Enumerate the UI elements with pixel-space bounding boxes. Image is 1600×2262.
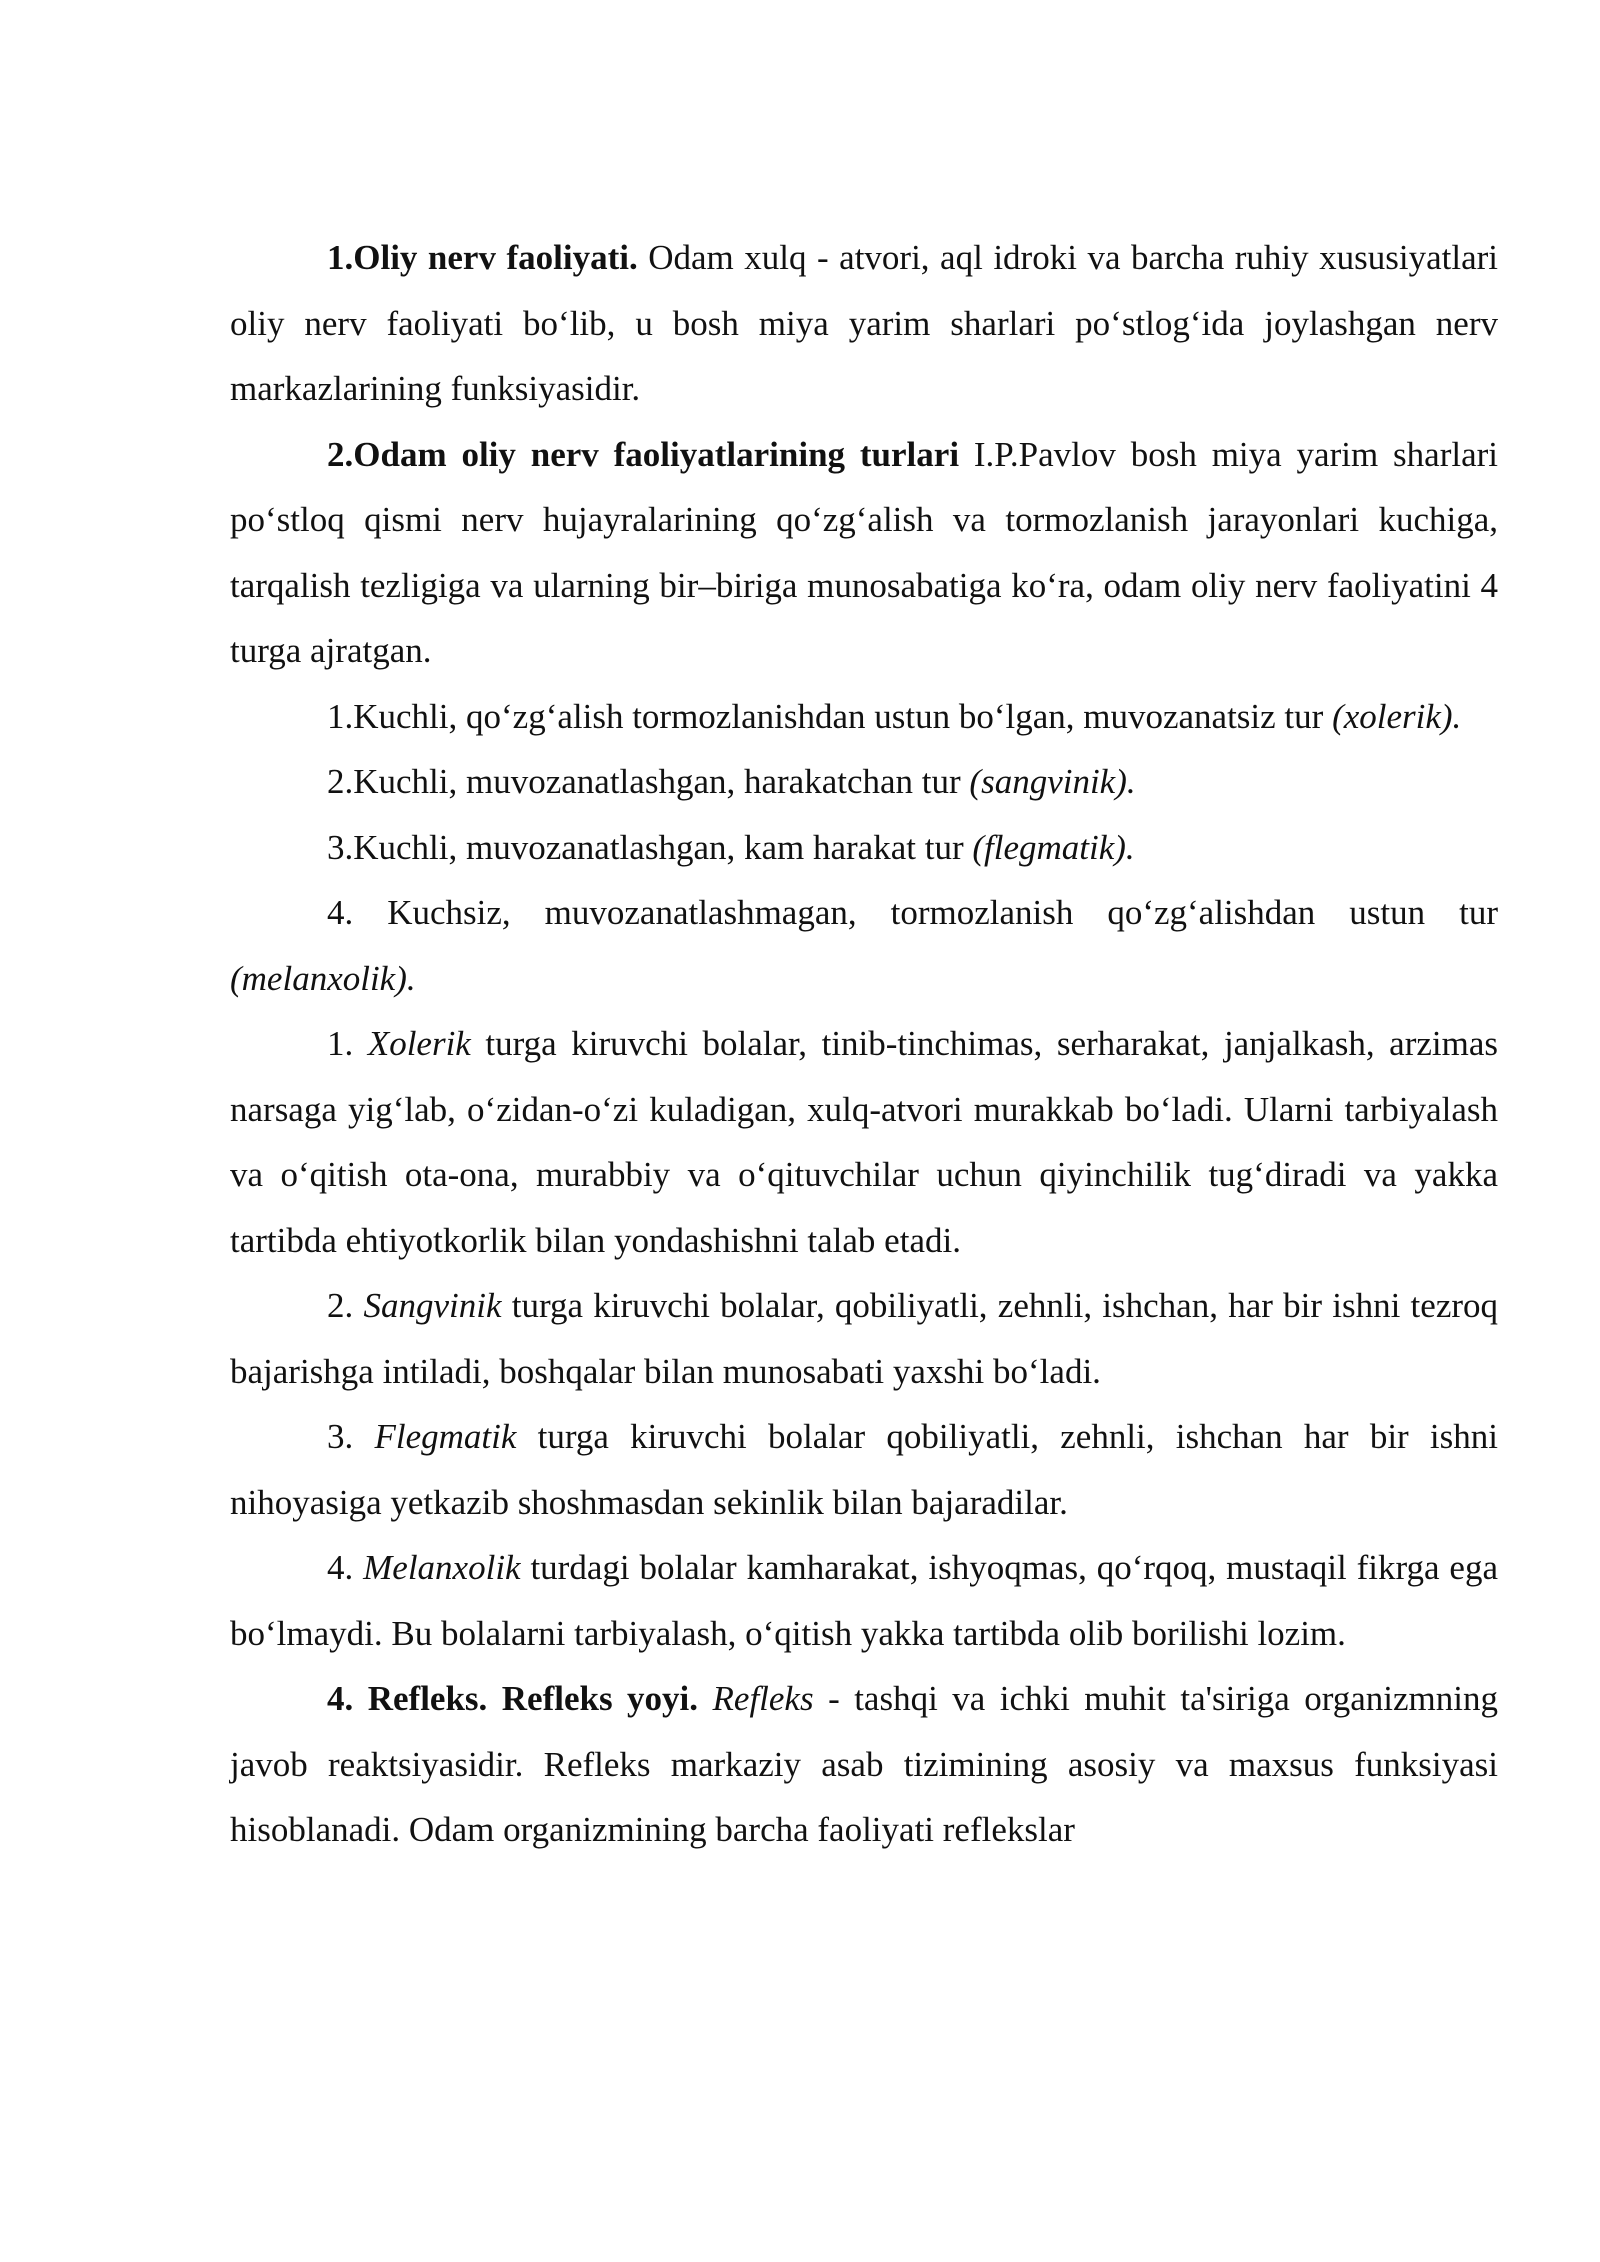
list-item-text: 2.Kuchli, muvozanatlashgan, harakatchan tur (327, 762, 970, 801)
paragraph-refleks (230, 1666, 1498, 1863)
list-item-type-name: (xolerik). (1332, 696, 1462, 736)
paragraph-number: 1. (327, 1024, 368, 1063)
type-term: Flegmatik (374, 1417, 517, 1456)
section-heading: 1.Oliy nerv faoliyati. (327, 238, 638, 277)
type-term: Xolerik (367, 1024, 471, 1063)
type-list-item-1 (230, 684, 1498, 750)
paragraph-sangvinik (230, 1273, 1498, 1404)
paragraph-text: Odam xulq - atvori, aql idroki va barcha ruhiy xususiyatlari oliy nerv faoliyati bo‘lib, u bosh miya yarim sharlari po‘stlog‘ida joylashgan nerv markazlarining funksiyasidir. (230, 238, 1498, 408)
paragraph-melanxolik (230, 1535, 1498, 1666)
paragraph-number: 4. (327, 1548, 364, 1587)
list-item-type-name: (flegmatik). (972, 827, 1135, 867)
section-heading: 2.Odam oliy nerv faoliyatlarining turlari (327, 434, 960, 474)
paragraph-flegmatik (230, 1404, 1498, 1535)
paragraph-number: 3. (327, 1417, 375, 1456)
list-item-text: 3.Kuchli, muvozanatlashgan, kam harakat tur (327, 827, 973, 867)
list-item-text: 4. Kuchsiz, muvozanatlashmagan, tormozlanish qo‘zg‘alishdan ustun tur (327, 893, 1498, 932)
paragraph-xolerik (230, 1011, 1498, 1273)
paragraph-text: - tashqi va ichki muhit ta'siriga organizmning javob reaktsiyasidir. Refleks markaziy asab tizimining asosiy va maxsus funksiyasi hisoblanadi. Odam organizmining barcha faoliyati reflekslar (230, 1679, 1498, 1849)
type-list-item-3 (230, 815, 1498, 881)
paragraph-nerv-faoliyat-turlari (230, 422, 1498, 684)
paragraph-text: turga kiruvchi bolalar qobiliyatli, zehnli, ishchan har bir ishni nihoyasiga yetkazib shoshmasdan sekinlik bilan bajaradilar. (230, 1417, 1498, 1522)
paragraph-oliy-nerv-faoliyati (230, 225, 1498, 422)
type-list-item-2 (230, 749, 1498, 815)
section-heading: 4. Refleks. Refleks yoyi. (327, 1679, 699, 1718)
type-list-item-4 (230, 880, 1498, 1011)
document-page (230, 225, 1498, 1863)
list-item-type-name: (melanxolik). (230, 958, 416, 998)
paragraph-number: 2. (327, 1286, 364, 1325)
paragraph-text: turga kiruvchi bolalar, qobiliyatli, zehnli, ishchan, har bir ishni tezroq bajarishga intiladi, boshqalar bilan munosabati yaxshi bo‘ladi. (230, 1286, 1499, 1391)
paragraph-text: turga kiruvchi bolalar, tinib-tinchimas, serharakat, janjalkash, arzimas narsaga yig‘lab, o‘zidan-o‘zi kuladigan, xulq-atvori murakkab bo‘ladi. Ularni tarbiyalash va o‘qitish ota-ona, murabbiy va o‘qituvchilar uchun qiyinchilik tug‘diradi va yakka tartibda ehtiyotkorlik bilan yondashishni talab etadi. (230, 1024, 1499, 1260)
type-term: Sangvinik (363, 1286, 502, 1325)
list-item-text: 1.Kuchli, qo‘zg‘alish tormozlanishdan ustun bo‘lgan, muvozanatsiz tur (327, 696, 1333, 736)
paragraph-text: I.P.Pavlov bosh miya yarim sharlari po‘stloq qismi nerv hujayralarining qo‘zg‘alish va tormozlanish jarayonlari kuchiga, tarqalish tezligiga va ularning bir–biriga munosabatiga ko‘ra, odam oliy nerv faoliyatini 4 turga ajratgan. (230, 434, 1498, 670)
refleks-term: Refleks (712, 1679, 814, 1718)
list-item-type-name: (sangvinik). (969, 762, 1136, 801)
paragraph-text: turdagi bolalar kamharakat, ishyoqmas, qo‘rqoq, mustaqil fikrga ega bo‘lmaydi. Bu bolalarni tarbiyalash, o‘qitish yakka tartibda olib borilishi lozim. (230, 1548, 1499, 1653)
type-term: Melanxolik (363, 1548, 521, 1587)
